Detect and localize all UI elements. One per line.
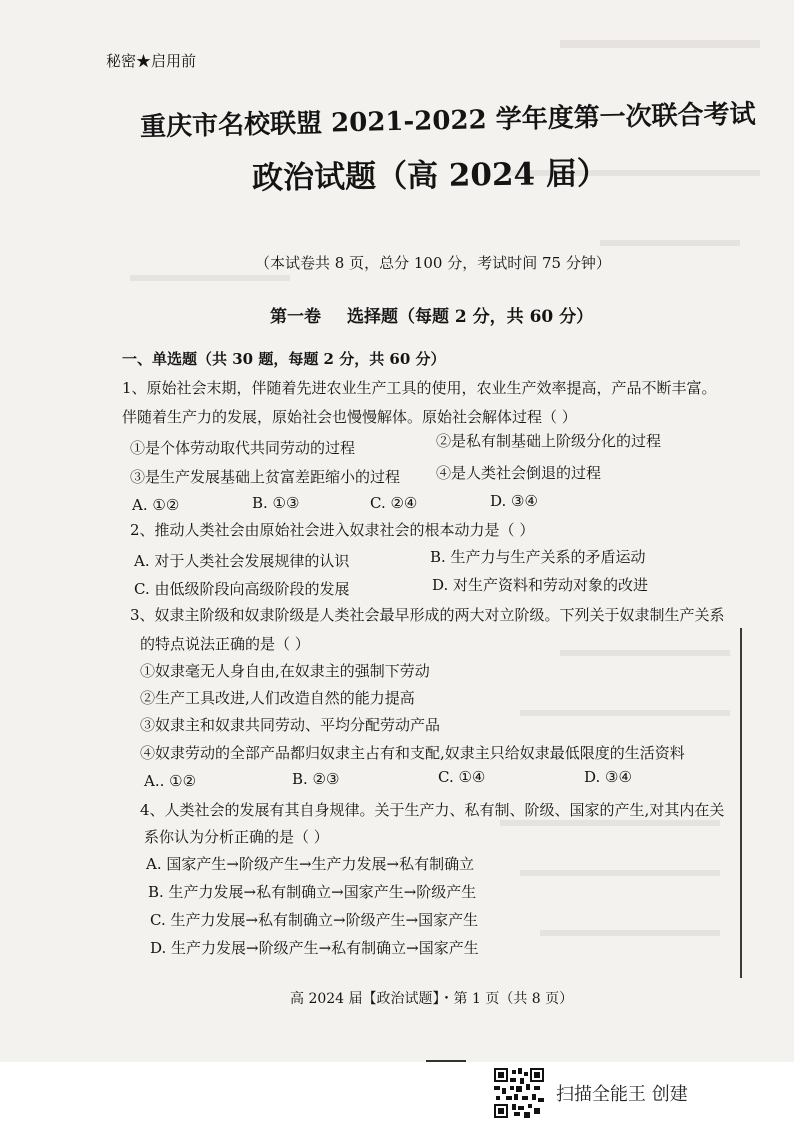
margin-line: [740, 628, 742, 978]
question-1-option-c: C. ②④: [370, 494, 418, 512]
bleed-through-mark: [130, 275, 290, 281]
question-1-statement-1: ①是个体劳动取代共同劳动的过程: [130, 439, 356, 457]
question-3-option-b: B. ②③: [292, 770, 340, 788]
page-footer: 高 2024 届【政治试题】・第 1 页（共 8 页）: [290, 991, 574, 1007]
bleed-through-mark: [520, 710, 730, 716]
bleed-through-mark: [500, 820, 720, 826]
question-4-option-c: C. 生产力发展→私有制确立→阶级产生→国家产生: [150, 911, 479, 929]
bleed-through-mark: [540, 930, 720, 936]
section-title: 一、单选题（共 30 题，每题 2 分，共 60 分）: [122, 350, 446, 368]
question-3-statement-4: ④奴隶劳动的全部产品都归奴隶主占有和支配,奴隶主只给奴隶最低限度的生活资料: [140, 744, 685, 762]
qr-code-icon: [494, 1068, 544, 1118]
exam-title: 重庆市名校联盟 2021-2022 学年度第一次联合考试: [139, 99, 756, 143]
question-4-option-b: B. 生产力发展→私有制确立→国家产生→阶级产生: [148, 883, 477, 901]
question-2-stem: 2、推动人类社会由原始社会进入奴隶社会的根本动力是（ ）: [130, 521, 535, 539]
scanner-watermark: 扫描全能王 创建: [556, 1084, 688, 1105]
bleed-through-mark: [600, 240, 740, 246]
question-2-option-b: B. 生产力与生产关系的矛盾运动: [430, 548, 646, 566]
question-3-option-a: A.. ①②: [144, 772, 197, 790]
question-1-statement-2: ②是私有制基础上阶级分化的过程: [436, 432, 662, 450]
question-3-stem-line2: 的特点说法正确的是（ ）: [140, 635, 310, 653]
question-1-option-a: A. ①②: [132, 496, 180, 514]
bleed-through-mark: [560, 650, 730, 656]
bottom-mark: [426, 1060, 466, 1062]
question-1-option-b: B. ①③: [252, 494, 300, 512]
question-3-statement-2: ②生产工具改进,人们改造自然的能力提高: [140, 689, 415, 707]
bleed-through-mark: [520, 870, 720, 876]
exam-subtitle: 政治试题（高 2024 届）: [251, 155, 609, 197]
question-2-option-a: A. 对于人类社会发展规律的认识: [134, 552, 350, 570]
question-2-option-c: C. 由低级阶段向高级阶段的发展: [134, 580, 350, 598]
question-3-statement-1: ①奴隶毫无人身自由,在奴隶主的强制下劳动: [140, 662, 430, 680]
question-4-stem-line1: 4、人类社会的发展有其自身规律。关于生产力、私有制、阶级、国家的产生,对其内在关: [140, 801, 725, 819]
secret-label: 秘密★启用前: [106, 52, 197, 70]
question-1-statement-4: ④是人类社会倒退的过程: [436, 464, 602, 482]
question-1-stem-line2: 伴随着生产力的发展，原始社会也慢慢解体。原始社会解体过程（ ）: [122, 408, 577, 426]
question-4-stem-line2: 系你认为分析正确的是（ ）: [144, 828, 329, 846]
question-3-statement-3: ③奴隶主和奴隶共同劳动、平均分配劳动产品: [140, 716, 441, 734]
question-2-option-d: D. 对生产资料和劳动对象的改进: [432, 576, 649, 594]
question-3-option-c: C. ①④: [438, 768, 486, 786]
part-name: 第一卷: [270, 307, 321, 327]
question-1-statement-3: ③是生产发展基础上贫富差距缩小的过程: [130, 468, 401, 486]
part-heading: [270, 302, 593, 327]
question-3-stem-line1: 3、奴隶主阶级和奴隶阶级是人类社会最早形成的两大对立阶级。下列关于奴隶制生产关系: [130, 606, 725, 624]
question-1-stem-line1: 1、原始社会末期，伴随着先进农业生产工具的使用，农业生产效率提高，产品不断丰富。: [122, 379, 717, 397]
question-4-option-a: A. 国家产生→阶级产生→生产力发展→私有制确立: [146, 855, 475, 873]
exam-note: （本试卷共 8 页，总分 100 分，考试时间 75 分钟）: [255, 254, 611, 272]
question-4-option-d: D. 生产力发展→阶级产生→私有制确立→国家产生: [150, 939, 479, 957]
question-1-option-d: D. ③④: [490, 492, 538, 510]
part-desc: 选择题（每题 2 分，共 60 分）: [347, 307, 594, 327]
bleed-through-mark: [560, 40, 760, 48]
question-3-option-d: D. ③④: [584, 768, 632, 786]
